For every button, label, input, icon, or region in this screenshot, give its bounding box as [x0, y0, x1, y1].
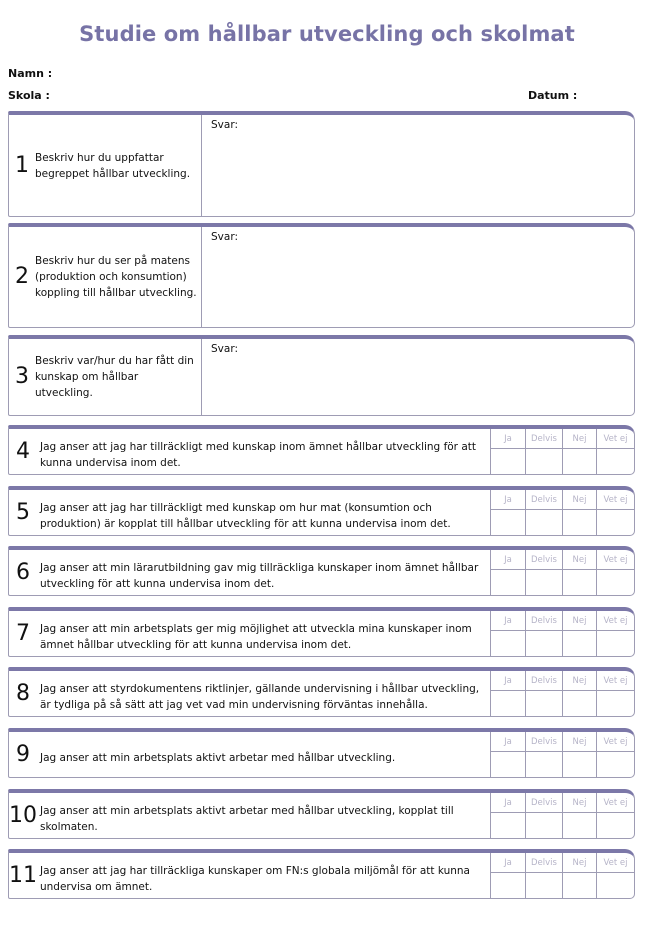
rating-option-label: Ja: [490, 550, 525, 570]
question-text: Jag anser att jag har tillräckligt med kunskap inom ämnet hållbar utveckling för att kunna undervisa inom det.: [40, 440, 477, 469]
question-number: 11: [9, 862, 37, 888]
rating-answer-cell[interactable]: [525, 691, 562, 716]
rating-option-label: Vet ej: [596, 793, 634, 813]
rating-option-label: Delvis: [525, 429, 562, 449]
rating-option-label: Delvis: [525, 853, 562, 873]
rating-question-9: [8, 728, 635, 778]
rating-answer-cell[interactable]: [490, 752, 525, 777]
rating-answer-cell[interactable]: [596, 873, 634, 898]
rating-option-label: Vet ej: [596, 671, 634, 691]
question-number: 1: [15, 152, 29, 178]
rating-grid: [490, 732, 634, 777]
rating-grid: [490, 671, 634, 716]
rating-question-5: [8, 486, 635, 536]
rating-option-label: Delvis: [525, 793, 562, 813]
rating-option-label: Delvis: [525, 550, 562, 570]
rating-option-label: Vet ej: [596, 732, 634, 752]
rating-option-label: Vet ej: [596, 853, 634, 873]
question-text: Jag anser att min arbetsplats aktivt arbetar med hållbar utveckling.: [40, 751, 396, 764]
rating-option-label: Nej: [562, 490, 596, 510]
rating-answer-cell[interactable]: [562, 570, 596, 595]
rating-option-label: Delvis: [525, 490, 562, 510]
rating-answer-cell[interactable]: [596, 752, 634, 777]
rating-answer-cell[interactable]: [562, 752, 596, 777]
rating-answer-cell[interactable]: [490, 813, 525, 838]
rating-option-label: Vet ej: [596, 490, 634, 510]
rating-question-6: [8, 546, 635, 596]
rating-answer-cell[interactable]: [490, 691, 525, 716]
answer-field[interactable]: Svar:: [211, 343, 238, 355]
rating-option-label: Nej: [562, 853, 596, 873]
rating-answer-cell[interactable]: [490, 631, 525, 656]
rating-option-label: Nej: [562, 429, 596, 449]
rating-option-label: Ja: [490, 611, 525, 631]
open-question-1: [8, 111, 635, 217]
rating-answer-cell[interactable]: [562, 813, 596, 838]
rating-option-label: Nej: [562, 793, 596, 813]
rating-answer-cell[interactable]: [490, 510, 525, 535]
question-cell: [9, 115, 202, 216]
datum-label: Datum :: [528, 89, 578, 102]
rating-option-label: Ja: [490, 793, 525, 813]
rating-option-label: Ja: [490, 732, 525, 752]
question-number: 9: [16, 741, 30, 767]
page-title: Studie om hållbar utveckling och skolmat: [79, 22, 575, 46]
rating-answer-cell[interactable]: [525, 449, 562, 474]
question-text-wrap: [40, 732, 490, 777]
rating-option-label: Vet ej: [596, 550, 634, 570]
question-text-wrap: [40, 793, 490, 838]
question-number: 10: [9, 802, 37, 828]
rating-answer-cell[interactable]: [525, 752, 562, 777]
rating-answer-cell[interactable]: [490, 873, 525, 898]
rating-option-label: Delvis: [525, 671, 562, 691]
rating-answer-cell[interactable]: [525, 570, 562, 595]
rating-answer-cell[interactable]: [596, 631, 634, 656]
question-number: 8: [16, 680, 30, 706]
rating-answer-cell[interactable]: [490, 570, 525, 595]
rating-option-label: Ja: [490, 853, 525, 873]
question-number: 5: [16, 499, 30, 525]
rating-answer-cell[interactable]: [525, 813, 562, 838]
rating-grid: [490, 490, 634, 535]
question-text: Jag anser att min arbetsplats aktivt arbetar med hållbar utveckling, kopplat till skolmaten.: [40, 804, 454, 833]
rating-question-10: [8, 789, 635, 839]
question-text: Jag anser att min lärarutbildning gav mig tillräckliga kunskaper inom ämnet hållbar utveckling för att kunna undervisa inom det.: [40, 561, 479, 590]
question-cell: [9, 339, 202, 415]
skola-label: Skola :: [8, 89, 50, 102]
question-number: 3: [15, 364, 29, 389]
question-number: 4: [16, 438, 30, 464]
namn-label: Namn :: [8, 67, 53, 80]
question-number: 7: [16, 620, 30, 646]
rating-answer-cell[interactable]: [525, 510, 562, 535]
answer-field[interactable]: Svar:: [211, 231, 238, 243]
rating-answer-cell[interactable]: [596, 813, 634, 838]
rating-answer-cell[interactable]: [562, 873, 596, 898]
question-text: Jag anser att jag har tillräckliga kunskaper om FN:s globala miljömål för att kunna undervisa om ämnet.: [40, 864, 470, 893]
answer-field[interactable]: Svar:: [211, 119, 238, 131]
question-text: Beskriv var/hur du har fått din kunskap om hållbar utveckling.: [35, 355, 194, 399]
question-text-wrap: [40, 550, 490, 595]
rating-option-label: Ja: [490, 490, 525, 510]
rating-question-11: [8, 849, 635, 899]
rating-option-label: Delvis: [525, 611, 562, 631]
question-text: Beskriv hur du ser på matens (produktion och konsumtion) koppling till hållbar utveckling.: [35, 255, 197, 299]
rating-option-label: Vet ej: [596, 429, 634, 449]
open-question-2: [8, 223, 635, 328]
rating-option-label: Ja: [490, 671, 525, 691]
rating-question-7: [8, 607, 635, 657]
rating-grid: [490, 853, 634, 898]
rating-answer-cell[interactable]: [525, 631, 562, 656]
question-cell: [9, 227, 202, 327]
question-text: Beskriv hur du uppfattar begreppet hållbar utveckling.: [35, 151, 191, 180]
question-text-wrap: [40, 490, 490, 535]
question-number: 6: [16, 559, 30, 585]
question-text-wrap: [40, 429, 490, 474]
rating-answer-cell[interactable]: [596, 570, 634, 595]
question-text: Jag anser att styrdokumentens riktlinjer, gällande undervisning i hållbar utveckling, är tydliga på så sätt att jag vet vad min undervisning förväntas innehålla.: [40, 682, 480, 711]
rating-option-label: Nej: [562, 732, 596, 752]
question-text: Jag anser att jag har tillräckligt med kunskap om hur mat (konsumtion och produktion) är kopplat till hållbar utveckling för att kunna undervisa inom det.: [40, 501, 451, 530]
question-text: Jag anser att min arbetsplats ger mig möjlighet att utveckla mina kunskaper inom ämnet hållbar utveckling för att kunna undervisa inom det.: [40, 622, 472, 651]
rating-answer-cell[interactable]: [596, 449, 634, 474]
rating-answer-cell[interactable]: [562, 631, 596, 656]
rating-grid: [490, 429, 634, 474]
rating-answer-cell[interactable]: [562, 510, 596, 535]
rating-option-label: Nej: [562, 671, 596, 691]
rating-grid: [490, 793, 634, 838]
question-text-wrap: [40, 611, 490, 656]
question-number: 2: [15, 264, 29, 289]
question-text-wrap: [40, 671, 490, 716]
rating-option-label: Ja: [490, 429, 525, 449]
rating-grid: [490, 611, 634, 656]
rating-answer-cell[interactable]: [525, 873, 562, 898]
rating-option-label: Nej: [562, 550, 596, 570]
rating-option-label: Vet ej: [596, 611, 634, 631]
rating-option-label: Nej: [562, 611, 596, 631]
rating-answer-cell[interactable]: [596, 691, 634, 716]
rating-answer-cell[interactable]: [490, 449, 525, 474]
rating-question-8: [8, 667, 635, 717]
open-question-3: [8, 335, 635, 416]
rating-answer-cell[interactable]: [562, 691, 596, 716]
question-text-wrap: [40, 853, 490, 898]
rating-answer-cell[interactable]: [596, 510, 634, 535]
rating-grid: [490, 550, 634, 595]
rating-question-4: [8, 425, 635, 475]
rating-answer-cell[interactable]: [562, 449, 596, 474]
rating-option-label: Delvis: [525, 732, 562, 752]
